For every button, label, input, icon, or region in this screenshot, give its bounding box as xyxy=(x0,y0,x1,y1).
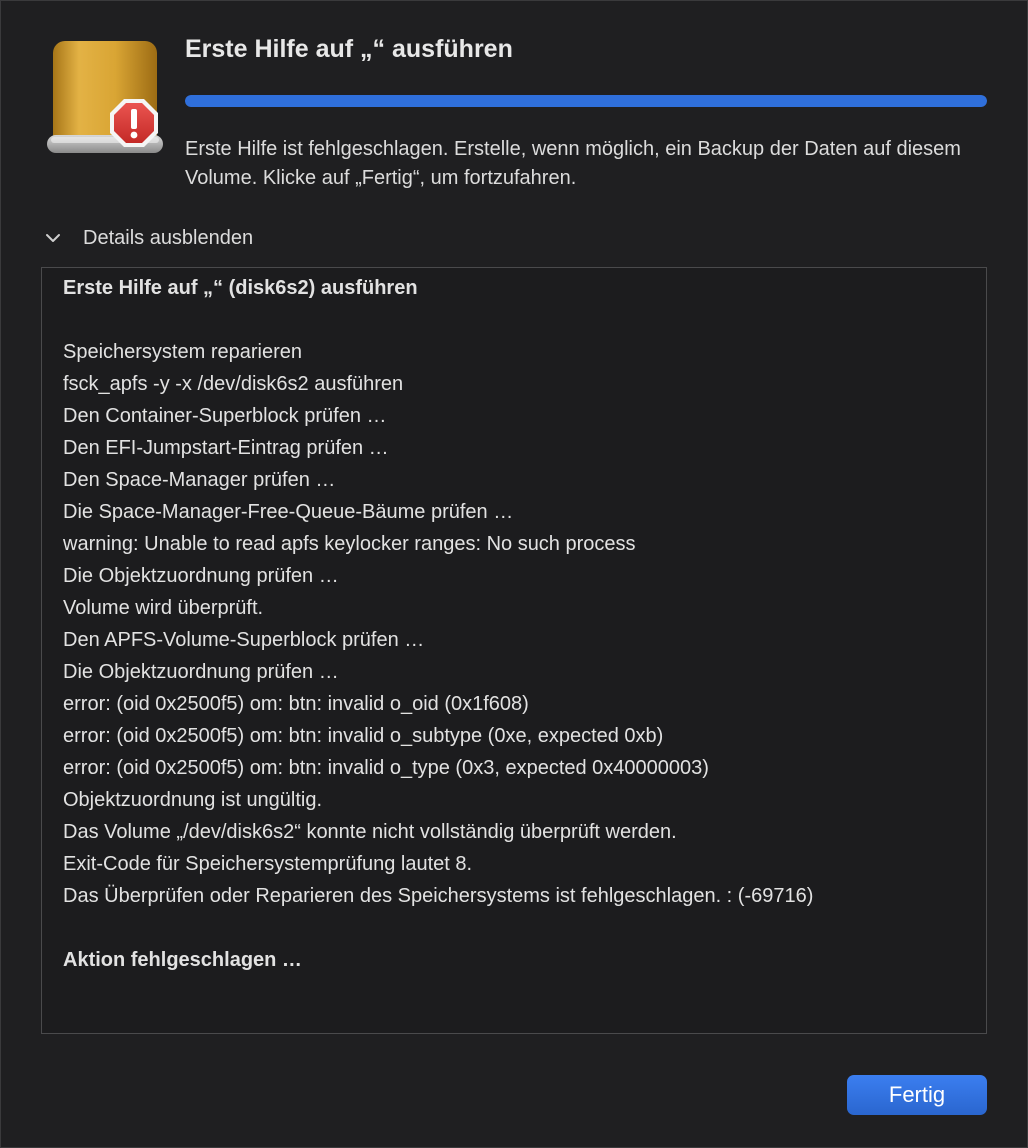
log-line: fsck_apfs -y -x /dev/disk6s2 ausführen xyxy=(63,373,404,395)
dialog-title: Erste Hilfe auf „“ ausführen xyxy=(185,35,513,63)
log-line: Erste Hilfe auf „“ (disk6s2) ausführen xyxy=(63,277,418,299)
log-line: Die Objektzuordnung prüfen … xyxy=(63,661,339,683)
details-toggle-label: Details ausblenden xyxy=(83,226,254,249)
log-line: error: (oid 0x2500f5) om: btn: invalid o_type (0x3, expected 0x40000003) xyxy=(63,757,709,779)
log-line: Exit-Code für Speichersystemprüfung lautet 8. xyxy=(63,853,473,875)
log-line: Das Überprüfen oder Reparieren des Speichersystems ist fehlgeschlagen. : (-69716) xyxy=(63,885,814,907)
error-badge-icon xyxy=(110,99,158,147)
external-disk-icon xyxy=(45,39,169,163)
progress-bar-fill xyxy=(185,95,987,107)
log-line: Das Volume „/dev/disk6s2“ konnte nicht vollständig überprüft werden. xyxy=(63,821,677,843)
log-line: Die Objektzuordnung prüfen … xyxy=(63,565,339,587)
progress-bar xyxy=(185,95,987,107)
chevron-down-icon xyxy=(43,228,63,248)
details-log[interactable] xyxy=(41,267,987,1034)
details-toggle[interactable] xyxy=(43,223,253,253)
log-line: error: (oid 0x2500f5) om: btn: invalid o_oid (0x1f608) xyxy=(63,693,529,715)
log-line: Objektzuordnung ist ungültig. xyxy=(63,789,323,811)
log-line: Aktion fehlgeschlagen … xyxy=(63,949,302,971)
done-button[interactable]: Fertig xyxy=(847,1075,987,1115)
log-line: Den Space-Manager prüfen … xyxy=(63,469,336,491)
log-line: Den Container-Superblock prüfen … xyxy=(63,405,387,427)
log-line: error: (oid 0x2500f5) om: btn: invalid o_subtype (0xe, expected 0xb) xyxy=(63,725,664,747)
log-line: Die Space-Manager-Free-Queue-Bäume prüfen … xyxy=(63,501,514,523)
status-message: Erste Hilfe ist fehlgeschlagen. Erstelle, wenn möglich, ein Backup der Daten auf diesem Volume. Klicke auf „Fertig“, um fortzufahren. xyxy=(185,138,961,189)
log-line: Den EFI-Jumpstart-Eintrag prüfen … xyxy=(63,437,389,459)
log-line: warning: Unable to read apfs keylocker ranges: No such process xyxy=(63,533,636,555)
log-line: Den APFS-Volume-Superblock prüfen … xyxy=(63,629,425,651)
log-line: Volume wird überprüft. xyxy=(63,597,264,619)
log-line xyxy=(63,912,966,944)
log-line: Speichersystem reparieren xyxy=(63,341,302,363)
log-line xyxy=(63,304,966,336)
